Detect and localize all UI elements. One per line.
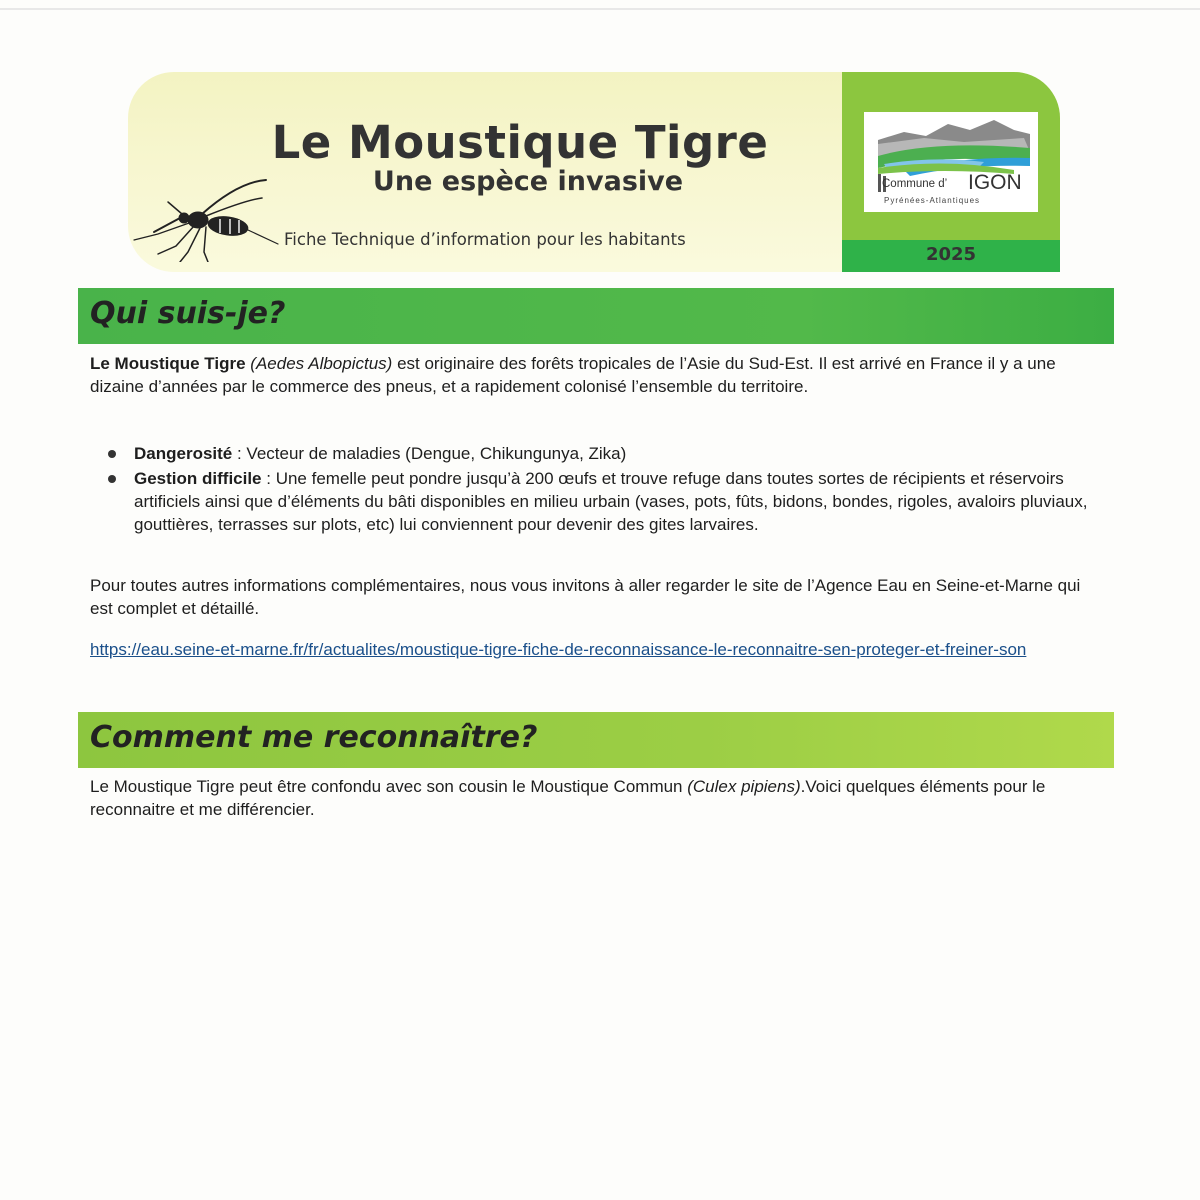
external-link[interactable]: https://eau.seine-et-marne.fr/fr/actualites/moustique-tigre-fiche-de-reconnaissance-le-reconnaitre-sen-proteger-et-freiner-son bbox=[90, 640, 1027, 659]
scan-edge-line bbox=[0, 8, 1200, 10]
commune-logo bbox=[864, 112, 1038, 212]
intro-paragraph bbox=[90, 352, 1090, 398]
logo-commune-label: Commune d’ bbox=[882, 178, 948, 190]
logo-region-label: Pyrénées-Atlantiques bbox=[884, 196, 981, 205]
recognition-latin-name: (Culex pipiens) bbox=[687, 777, 801, 796]
bullet-term: Dangerosité bbox=[134, 444, 233, 463]
bullet-text: : Vecteur de maladies (Dengue, Chikungunya, Zika) bbox=[232, 444, 627, 463]
page-subtitle: Une espèce invasive bbox=[372, 166, 684, 197]
intro-latin-name: (Aedes Albopictus) bbox=[250, 354, 393, 373]
intro-text: est originaire des forêts tropicales de l’Asie du Sud-Est. Il est arrivé en France il y a une dizaine d’années par le commerce des pneus, et a rapidement colonisé l’ensemble du territoire. bbox=[90, 354, 1056, 396]
link-paragraph bbox=[90, 638, 1090, 661]
recognition-text-end: .Voici quelques éléments pour le reconnaitre et me différencier. bbox=[90, 777, 1046, 819]
logo-commune-name: IGON bbox=[968, 171, 1022, 194]
tagline: Fiche Technique d’information pour les habitants bbox=[284, 230, 686, 249]
mosquito-icon bbox=[128, 172, 288, 262]
list-item bbox=[100, 442, 1090, 465]
bullet-term: Gestion difficile bbox=[134, 469, 262, 488]
recognition-paragraph bbox=[90, 775, 1090, 821]
more-info-paragraph: Pour toutes autres informations complémentaires, nous vous invitons à aller regarder le site de l’Agence Eau en Seine-et-Marne qui est complet et détaillé. bbox=[90, 576, 1081, 618]
recognition-text: Le Moustique Tigre peut être confondu avec son cousin le Moustique Commun bbox=[90, 777, 688, 796]
section-heading-label: Qui suis-je? bbox=[90, 296, 286, 331]
section-heading-qui-suis-je bbox=[78, 288, 1114, 344]
bullet-list bbox=[100, 442, 1090, 538]
header-banner bbox=[128, 72, 1060, 272]
bullet-text: : Une femelle peut pondre jusqu’à 200 œufs et trouve refuge dans toutes sortes de récipients et réservoirs artificiels ainsi que d’éléments du bâti disponibles en milieu urbain (vases, pots, fûts, bidons, bondes, rigoles, avaloirs pluviaux, gouttières, terrasses sur plots, etc) lui conviennent pour devenir des gites larvaires. bbox=[134, 469, 1088, 534]
bullet-dot bbox=[108, 475, 116, 483]
bullet-dot bbox=[108, 450, 116, 458]
section-heading-comment-me-reconnaitre bbox=[78, 712, 1114, 768]
section-heading-label: Comment me reconnaître? bbox=[90, 720, 538, 755]
list-item bbox=[100, 467, 1090, 536]
page-title: Le Moustique Tigre bbox=[271, 116, 769, 169]
year-label: 2025 bbox=[925, 244, 977, 265]
intro-subject: Le Moustique Tigre bbox=[90, 354, 246, 373]
